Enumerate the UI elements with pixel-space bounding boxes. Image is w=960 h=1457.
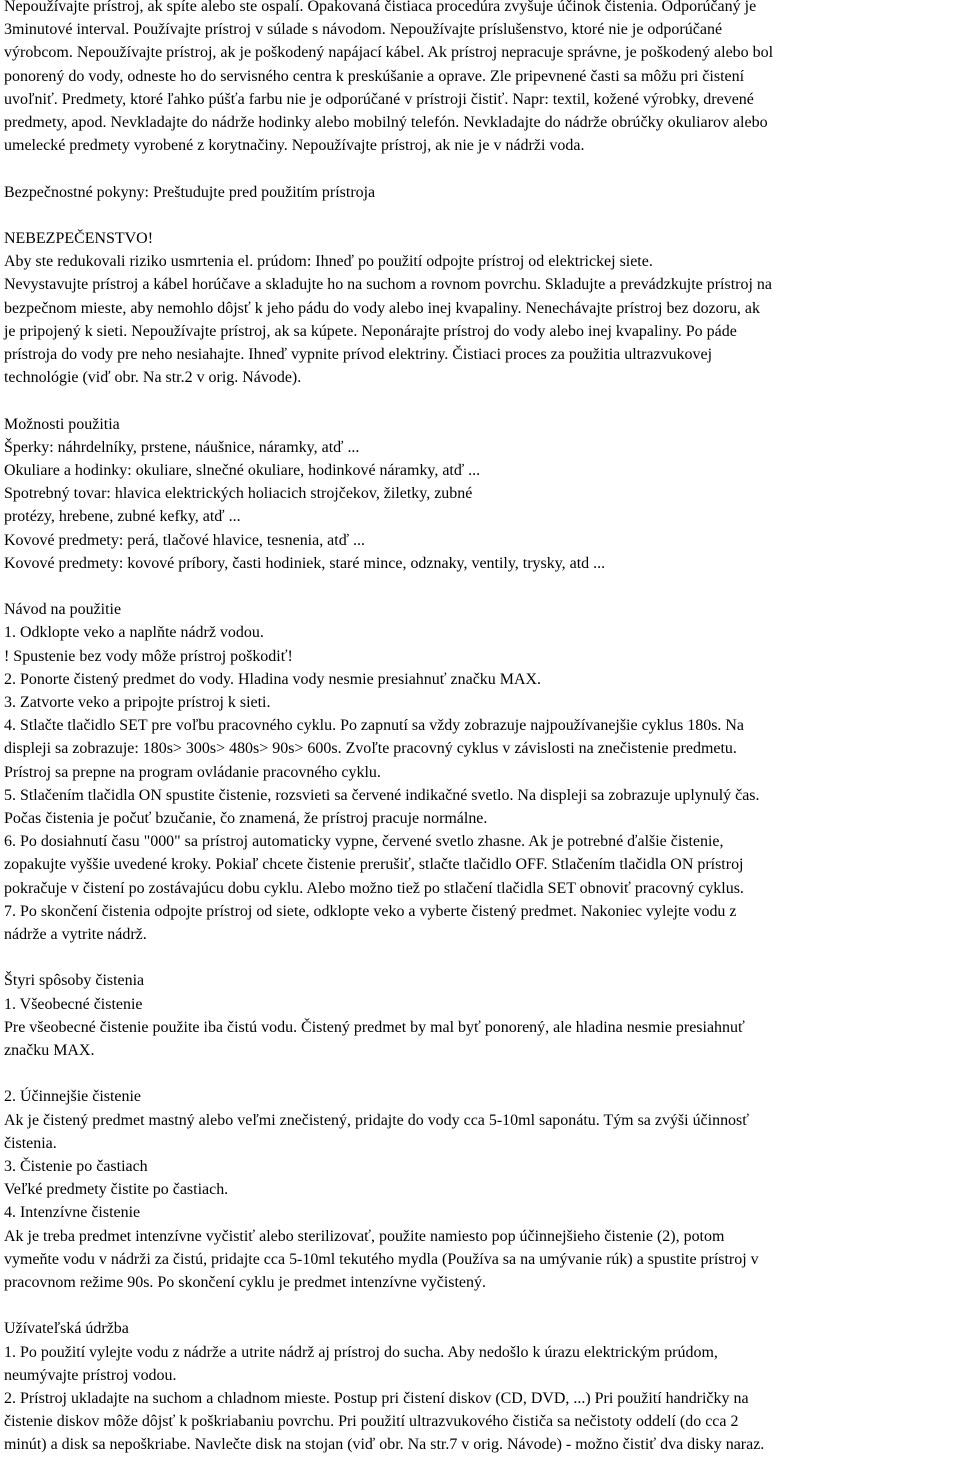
text-line: Okuliare a hodinky: okuliare, slnečné okuliare, hodinkové náramky, atď ...: [4, 462, 481, 480]
text-line: [4, 134, 956, 157]
text-line: [4, 88, 956, 111]
text-line-content: 3minutové interval. Používajte prístroj v súlade s návodom. Nepoužívajte príslušenstvo, ktoré nie je odporúčané: [4, 21, 723, 39]
text-line: [4, 0, 956, 18]
text-line: Ak je treba predmet intenzívne vyčistiť alebo sterilizovať, použite namiesto pop účinnejšieho čistenie (2), potom: [4, 1227, 725, 1245]
text-line: 4. Intenzívne čistenie: [4, 1204, 141, 1222]
text-line: zopakujte vyššie uvedené kroky. Pokiaľ chcete čistenie prerušiť, stlačte tlačidlo OFF. Stlačením tlačidla ON prístroj: [4, 856, 744, 874]
text-line: [4, 111, 956, 134]
text-line: 1. Odklopte veko a naplňte nádrž vodou.: [4, 624, 264, 642]
text-line: 3. Zatvorte veko a pripojte prístroj k sieti.: [4, 694, 271, 712]
text-line: minút) a disk sa nepoškriabe. Navlečte disk na stojan (viď obr. Na str.7 v orig. Návode) - možno čistiť dva disky naraz.: [4, 1436, 765, 1454]
cleaning-methods-section: [4, 969, 956, 1062]
text-line: značku MAX.: [4, 1042, 95, 1060]
text-line: 1. Všeobecné čistenie: [4, 995, 143, 1013]
text-line: je pripojený k sieti. Nepoužívajte prístroj, ak sa kúpete. Neponárajte prístroj do vody alebo inej kvapaliny. Po páde: [4, 322, 737, 340]
paragraph-spacer: [4, 1062, 956, 1085]
text-line: Veľké predmety čistite po častiach.: [4, 1181, 229, 1199]
text-line: 2. Ponorte čistený predmet do vody. Hladina vody nesmie presiahnuť značku MAX.: [4, 670, 541, 688]
text-line-content: ponorený do vody, odneste ho do servisného centra k preskúšanie a oprave. Zle pripevnené časti sa môžu pri čistení: [4, 67, 745, 85]
text-line: Aby ste redukovali riziko usmrtenia el. prúdom: Ihneď po použití odpojte prístroj od elektrickej siete.: [4, 253, 653, 271]
text-line: 2. Prístroj ukladajte na suchom a chladnom mieste. Postup pri čistení diskov (CD, DVD, ...) Pri použití handričky na: [4, 1390, 749, 1408]
text-line: Pre všeobecné čistenie použite iba čistú vodu. Čistený predmet by mal byť ponorený, ale hladina nesmie presiahnuť: [4, 1018, 745, 1036]
danger-section: [4, 227, 956, 389]
text-line-content: umelecké predmety vyrobené z korytnačiny. Nepoužívajte prístroj, ak nie je v nádrži voda.: [4, 137, 585, 155]
text-line: [4, 41, 956, 64]
paragraph-spacer: [4, 575, 956, 598]
text-line: Návod na použitie: [4, 601, 122, 619]
text-line: technológie (viď obr. Na str.2 v orig. Návode).: [4, 369, 302, 387]
text-line: 5. Stlačením tlačidla ON spustite čistenie, rozsvieti sa červené indikačné svetlo. Na displeji sa zobrazuje uplynulý čas.: [4, 786, 760, 804]
text-line: 4. Stlačte tlačidlo SET pre voľbu pracovného cyklu. Po zapnutí sa vždy zobrazuje najpoužívanejšie cyklus 180s. Na: [4, 717, 745, 735]
text-line: protézy, hrebene, zubné kefky, atď ...: [4, 508, 241, 526]
paragraph-spacer: [4, 157, 956, 180]
text-line: Užívateľská údržba: [4, 1320, 129, 1338]
text-line: pracovnom režime 90s. Po skončení cyklu je predmet intenzívne vyčistený.: [4, 1274, 486, 1292]
paragraph-spacer: [4, 389, 956, 412]
text-line: čistenia.: [4, 1134, 57, 1152]
text-line-content: uvoľniť. Predmety, ktoré ľahko púšťa farbu nie je odporúčané v prístroji čistiť. Napr: textil, kožené výrobky, drevené: [4, 90, 754, 108]
text-line: Šperky: náhrdelníky, prstene, náušnice, náramky, atď ...: [4, 438, 360, 456]
text-line: Kovové predmety: perá, tlačové hlavice, tesnenia, atď ...: [4, 531, 366, 549]
text-line: 2. Účinnejšie čistenie: [4, 1088, 142, 1106]
text-line: Možnosti použitia: [4, 415, 120, 433]
text-line: [4, 65, 956, 88]
text-line: čistenie diskov môže dôjsť k poškriabaniu povrchu. Pri použití ultrazvukového čističa sa nečistoty oddelí (do cca 2: [4, 1413, 739, 1431]
cleaning-methods-continued: [4, 1085, 956, 1294]
text-line: Štyri spôsoby čistenia: [4, 972, 145, 990]
text-line: Počas čistenia je počuť bzučanie, čo znamená, že prístroj pracuje normálne.: [4, 810, 488, 828]
text-line: Prístroj sa prepne na program ovládanie pracovného cyklu.: [4, 763, 381, 781]
safety-heading: Bezpečnostné pokyny: Preštudujte pred použitím prístroja: [4, 183, 376, 201]
text-line: 6. Po dosiahnutí času "000" sa prístroj automaticky vypne, červené svetlo zhasne. Ak je potrebné ďalšie čistenie,: [4, 833, 724, 851]
text-line: bezpečnom mieste, aby nemohlo dôjsť k jeho pádu do vody alebo inej kvapaliny. Nenechávajte prístroj bez dozoru, ak: [4, 299, 760, 317]
text-line: Nevystavujte prístroj a kábel horúčave a skladujte ho na suchom a rovnom povrchu. Skladujte a prevádzkujte prístroj na: [4, 276, 772, 294]
text-line-content: Nepoužívajte prístroj, ak spíte alebo ste ospalí. Opakovaná čistiaca procedúra zvyšuje účinok čistenia. Odporúčaný je: [4, 0, 757, 15]
intro-paragraph: [4, 0, 956, 157]
text-line: Spotrebný tovar: hlavica elektrických holiacich strojčekov, žiletky, zubné: [4, 485, 473, 503]
text-line-content: výrobcom. Nepoužívajte prístroj, ak je poškodený napájací kábel. Ak prístroj nepracuje správne, je poškodený alebo bol: [4, 44, 774, 62]
text-line: nádrže a vytrite nádrž.: [4, 926, 147, 944]
text-line: pokračuje v čistení po zostávajúcu dobu cyklu. Alebo možno tiež po stlačení tlačidla SET obnoviť pracovný cyklus.: [4, 879, 744, 897]
usage-section: [4, 413, 956, 575]
text-line: neumývajte prístroj vodou.: [4, 1366, 177, 1384]
text-line: 1. Po použití vylejte vodu z nádrže a utrite nádrž aj prístroj do sucha. Aby nedošlo k úrazu elektrickým prúdom,: [4, 1343, 718, 1361]
text-line: 3. Čistenie po častiach: [4, 1158, 148, 1176]
text-line-content: predmety, apod. Nevkladajte do nádrže hodinky alebo mobilný telefón. Nevkladajte do nádrže obrúčky okuliarov alebo: [4, 114, 768, 132]
text-line: vymeňte vodu v nádrži za čistú, pridajte cca 5-10ml tekutého mydla (Používa sa na umývanie rúk) a spustite prístroj v: [4, 1250, 759, 1268]
text-line: prístroja do vody pre neho nesiahajte. Ihneď vypnite prívod elektriny. Čistiaci proces za použitia ultrazvukovej: [4, 346, 713, 364]
paragraph-spacer: [4, 1294, 956, 1317]
maintenance-section: [4, 1317, 956, 1456]
text-line: Ak je čistený predmet mastný alebo veľmi znečistený, pridajte do vody cca 5-10ml saponátu. Tým sa zvýši účinnosť: [4, 1111, 750, 1129]
text-line: Kovové predmety: kovové príbory, časti hodiniek, staré mince, odznaky, ventily, trysky, atd ...: [4, 554, 606, 572]
text-line: ! Spustenie bez vody môže prístroj poškodiť!: [4, 647, 293, 665]
paragraph-spacer: [4, 204, 956, 227]
text-line: NEBEZPEČENSTVO!: [4, 230, 154, 247]
instructions-section: [4, 598, 956, 946]
text-line: 7. Po skončení čistenia odpojte prístroj od siete, odklopte veko a vyberte čistený predmet. Nakoniec vylejte vodu z: [4, 902, 737, 920]
text-line: [4, 18, 956, 41]
text-line: displeji sa zobrazuje: 180s> 300s> 480s> 90s> 600s. Zvoľte pracovný cyklus v závislosti na znečistenie predmetu.: [4, 740, 737, 758]
paragraph-spacer: [4, 946, 956, 969]
